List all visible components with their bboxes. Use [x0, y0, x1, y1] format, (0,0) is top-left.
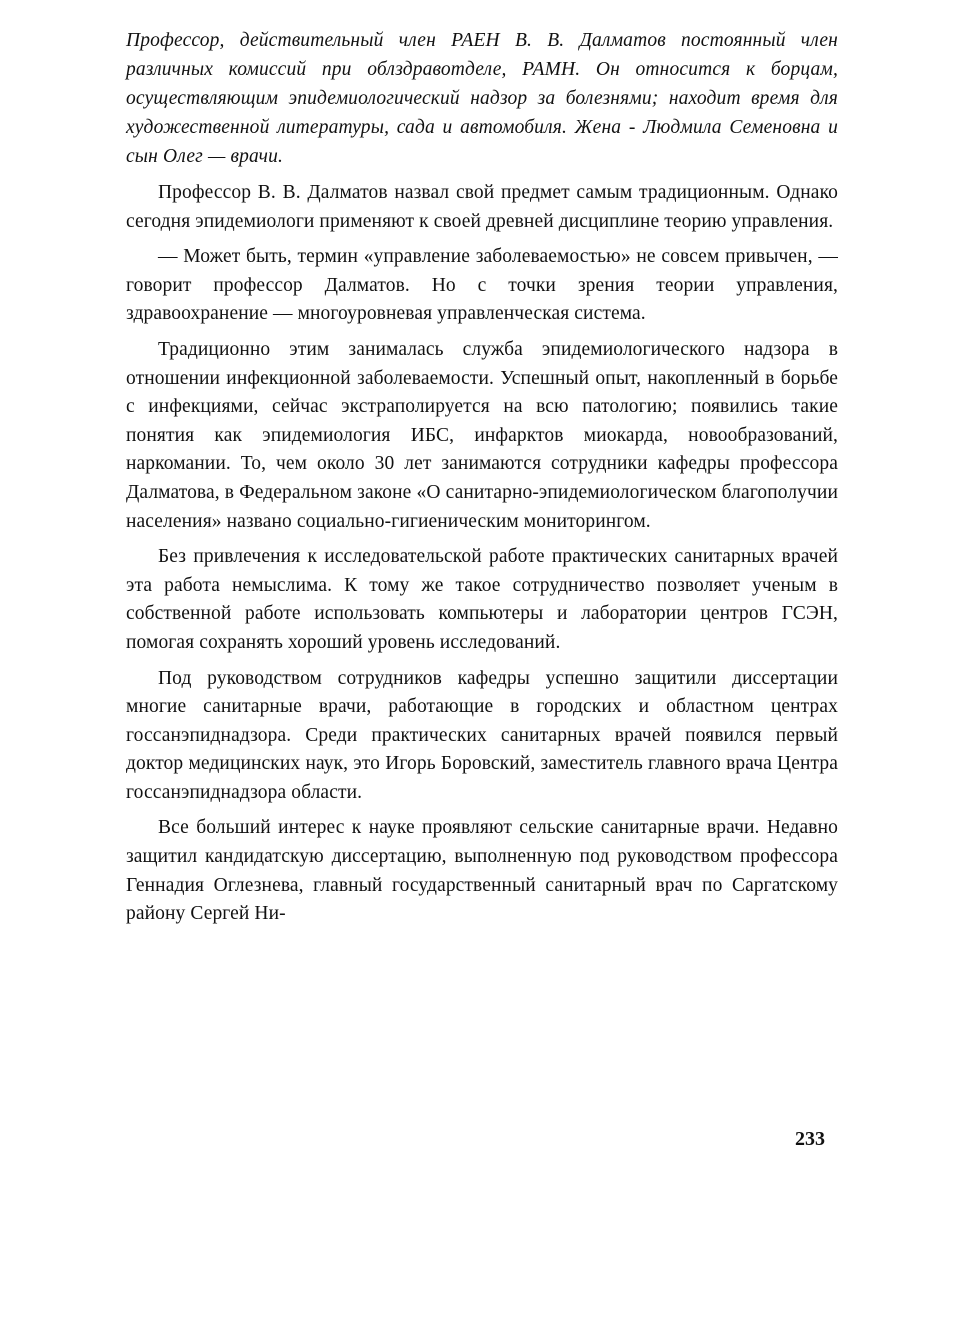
paragraph-1: Профессор В. В. Далматов назвал свой предмет самым традиционным. Однако сегодня эпидемиологи применяют к своей древней дисциплине теорию управления.	[126, 182, 838, 232]
page-number: 233	[795, 1128, 825, 1150]
paragraph-3: Традиционно этим занималась служба эпидемиологического надзора в отношении инфекционной заболеваемости. Успешный опыт, накопленный в борьбе с инфекциями, сейчас экстраполируется на всю патологию; появились такие понятия как эпидемиология ИБС, инфарктов миокарда, новообразований, наркомании. То, чем около 30 лет занимаются сотрудники кафедры профессора Далматова, в Федеральном законе «О санитарно-эпидемиологическом благополучии населения» названо социально-гигиеническим мониторингом.	[126, 338, 838, 532]
paragraph-4: Без привлечения к исследовательской работе практических санитарных врачей эта работа немыслима. К тому же такое сотрудничество позволяет ученым в собственной работе использовать компьютеры и лаборатории центров ГСЭН, помогая сохранять хороший уровень исследований.	[126, 546, 838, 653]
page-body	[126, 26, 838, 936]
paragraph-2: — Может быть, термин «управление заболеваемостью» не совсем привычен, — говорит профессор Далматов. Но с точки зрения теории управления, здравоохранение — многоуровневая управленческая система.	[126, 246, 838, 325]
paragraph-6: Все больший интерес к науке проявляют сельские санитарные врачи. Недавно защитил кандидатскую диссертацию, выполненную под руководством профессора Геннадия Оглезнева, главный государственный санитарный врач по Саргатскому району Сергей Ни-	[126, 817, 838, 925]
intro-italic-paragraph: Профессор, действительный член РАЕН В. В. Далматов постоянный член различных комиссий при облздравотделе, РАМН. Он относится к борцам, осуществляющим эпидемиологический надзор за болезнями; находит время для художественной литературы, сада и автомобиля. Жена - Людмила Семеновна и сын Олег — врачи.	[126, 30, 838, 167]
paragraph-5: Под руководством сотрудников кафедры успешно защитили диссертации многие санитарные врачи, работающие в городских и областном центрах госсанэпиднадзора. Среди практических санитарных врачей появился первый доктор медицинских наук, это Игорь Боровский, заместитель главного врача Центра госсанэпиднадзора области.	[126, 667, 838, 803]
